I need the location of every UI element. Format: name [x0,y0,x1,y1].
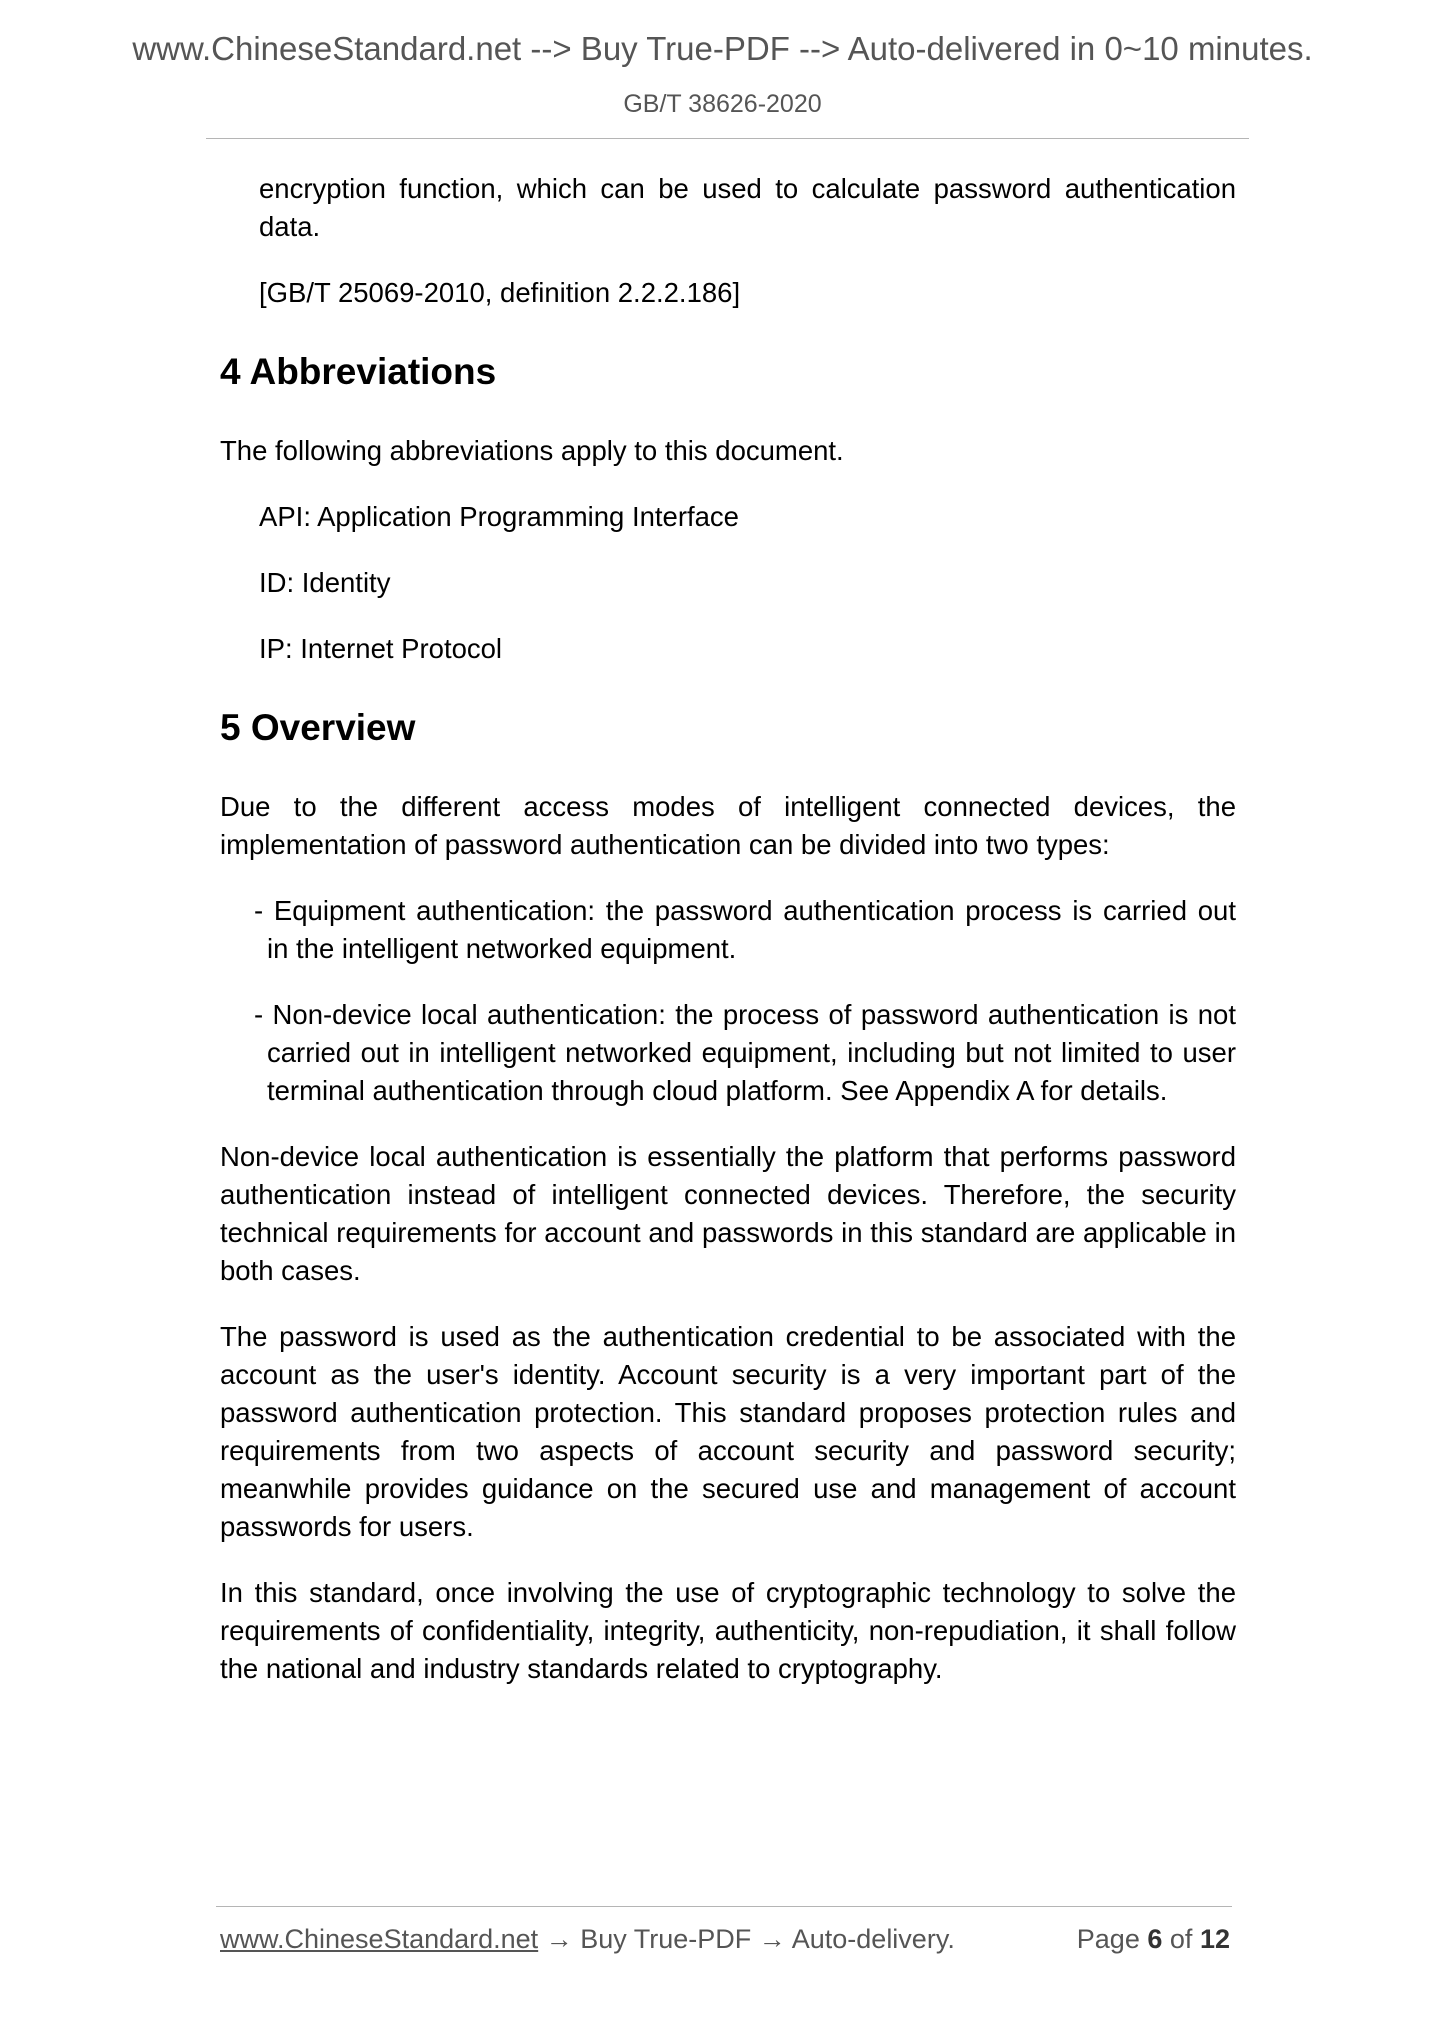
body-paragraph: The password is used as the authentication credential to be associated with the account as the user's identity. Account security is a very important part of the password authentication protection. This standard proposes protection rules and requirements from two aspects of account security and password security; meanwhile provides guidance on the secured use and management of account passwords for users. [220,1321,1236,1542]
page-indicator [1077,1924,1230,1955]
abbreviations-intro: The following abbreviations apply to this document. [220,435,844,466]
bullet-item: - Equipment authentication: the password authentication process is carried out in the intelligent networked equipment. [254,895,1236,964]
total-pages: 12 [1199,1924,1230,1954]
header-divider [206,138,1249,139]
definition-reference: [GB/T 25069-2010, definition 2.2.2.186] [259,277,741,308]
main-content [220,170,1236,1688]
footer-left [220,1924,955,1955]
body-paragraph: Non-device local authentication is essentially the platform that performs password authentication instead of intelligent connected devices. Therefore, the security technical requirements for account and passwords in this standard are applicable in both cases. [220,1141,1236,1286]
continued-paragraph: encryption function, which can be used to calculate password authentication data. [259,173,1236,242]
body-paragraph: In this standard, once involving the use of cryptographic technology to solve the requirements of confidentiality, integrity, authenticity, non-repudiation, it shall follow the national and industry standards related to cryptography. [220,1577,1236,1684]
of-word: of [1169,1924,1193,1954]
abbreviation-item: IP: Internet Protocol [259,633,503,664]
footer-site-link[interactable]: www.ChineseStandard.net [220,1924,539,1954]
footer-tail-text: → Buy True-PDF → Auto-delivery. [538,1924,955,1954]
footer-divider [216,1906,1232,1907]
section-4-heading: 4 Abbreviations [220,351,497,392]
current-page-number: 6 [1147,1924,1163,1954]
bullet-item: - Non-device local authentication: the process of password authentication is not carried out in intelligent networked equipment, including but not limited to user terminal authentication through cloud platform. See Appendix A for details. [254,999,1236,1106]
overview-intro: Due to the different access modes of intelligent connected devices, the implementation of password authentication can be divided into two types: [220,791,1236,860]
page-word: Page [1076,1924,1140,1954]
standard-code: GB/T 38626-2020 [623,90,822,118]
top-banner: www.ChineseStandard.net --> Buy True-PDF --> Auto-delivered in 0~10 minutes. [132,30,1313,67]
abbreviation-item: API: Application Programming Interface [259,501,739,532]
section-5-heading: 5 Overview [220,707,416,748]
abbreviation-item: ID: Identity [259,567,391,598]
